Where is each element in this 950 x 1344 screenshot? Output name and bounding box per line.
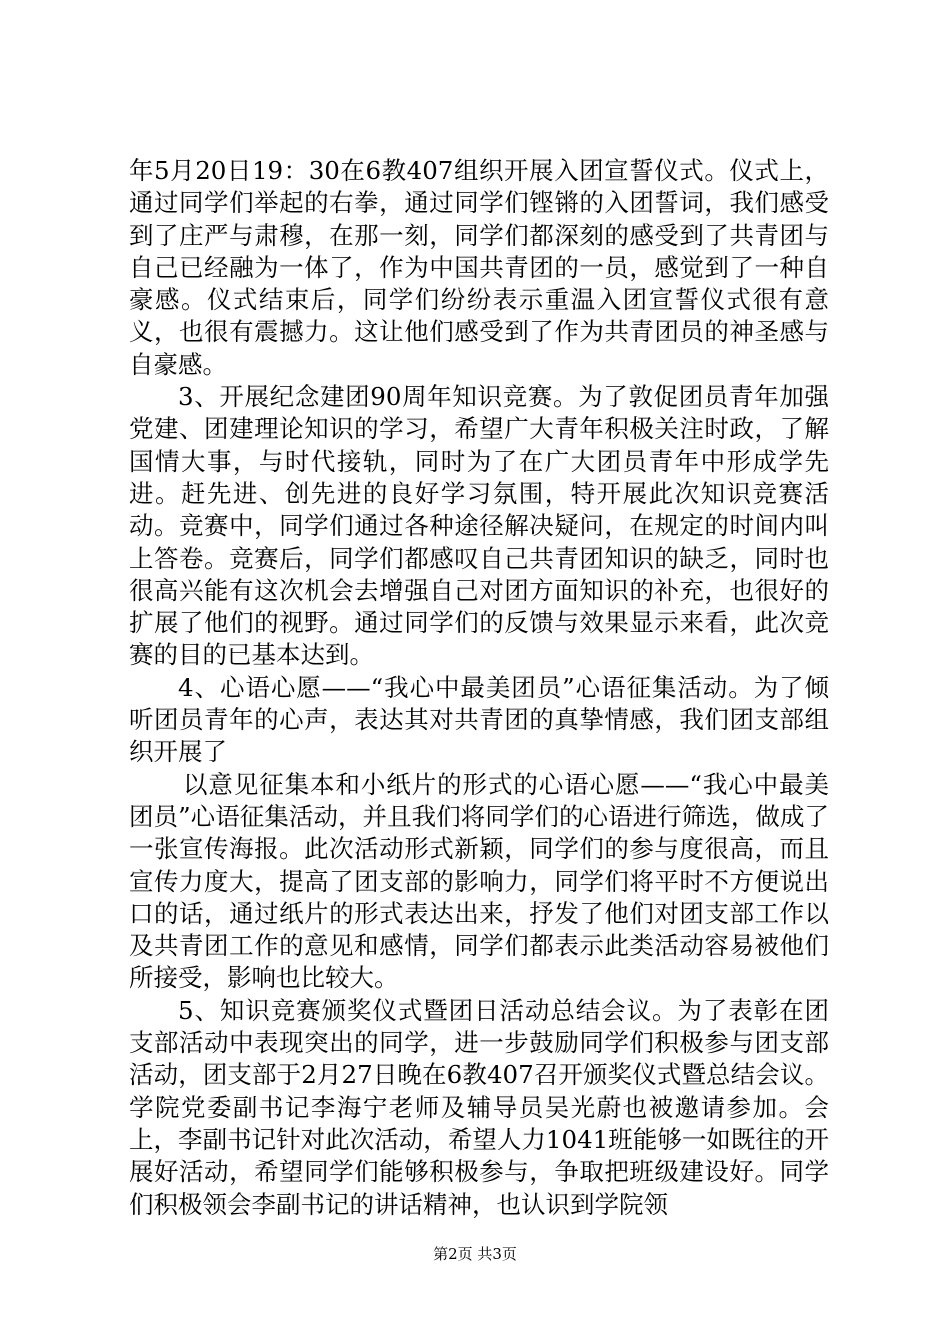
page-number-footer: 第2页 共3页 [433,1245,517,1263]
paragraph-award-ceremony: 5、知识竞赛颁奖仪式暨团日活动总结会议。为了表彰在团支部活动中表现突出的同学，进一步鼓励同学们积极参与团支部活动，团支部于2月27日晚在6教407召开颁奖仪式暨总结会议。学院党委副书记李海宁老师及辅导员吴光蔚也被邀请参加。会上，李副书记针对此次活动，希望人力1041班能够一如既往的开展好活动，希望同学们能够积极参与，争取把班级建设好。同学们积极领会李副书记的讲话精神，也认识到学院领 [129,995,829,1219]
paragraph-knowledge-contest: 3、开展纪念建团90周年知识竞赛。为了敦促团员青年加强党建、团建理论知识的学习，希望广大青年积极关注时政，了解国情大事，与时代接轨，同时为了在广大团员青年中形成学先进。赶先进、创先进的良好学习氛围，特开展此次知识竞赛活动。竞赛中，同学们通过各种途径解决疑问，在规定的时间内叫上答卷。竞赛后，同学们都感叹自己共青团知识的缺乏，同时也很高兴能有这次机会去增强自己对团方面知识的补充，也很好的扩展了他们的视野。通过同学们的反馈与效果显示来看，此次竞赛的目的已基本达到。 [129,382,829,670]
paragraph-oath-ceremony: 年5月20日19：30在6教407组织开展入团宣誓仪式。仪式上，通过同学们举起的右拳，通过同学们铿锵的入团誓词，我们感受到了庄严与肃穆，在那一刻，同学们都深刻的感受到了共青团与自己已经融为一体了，作为中国共青团的一员，感觉到了一种自豪感。仪式结束后，同学们纷纷表示重温入团宣誓仪式很有意义，也很有震撼力。这让他们感受到了作为共青团员的神圣感与自豪感。 [129,156,829,379]
paragraph-heart-wishes-intro: 4、心语心愿——“我心中最美团员”心语征集活动。为了倾听团员青年的心声，表达其对共青团的真挚情感，我们团支部组织开展了 [129,672,829,767]
paragraph-heart-wishes-detail: 以意见征集本和小纸片的形式的心语心愿——“我心中最美团员”心语征集活动，并且我们将同学们的心语进行筛选，做成了一张宣传海报。此次活动形式新颖，同学们的参与度很高，而且宣传力度大，提高了团支部的影响力，同学们将平时不方便说出口的话，通过纸片的形式表达出来，抒发了他们对团支部工作以及共青团工作的意见和感情，同学们都表示此类活动容易被他们所接受，影响也比较大。 [129,769,829,993]
document-body [129,155,829,1221]
